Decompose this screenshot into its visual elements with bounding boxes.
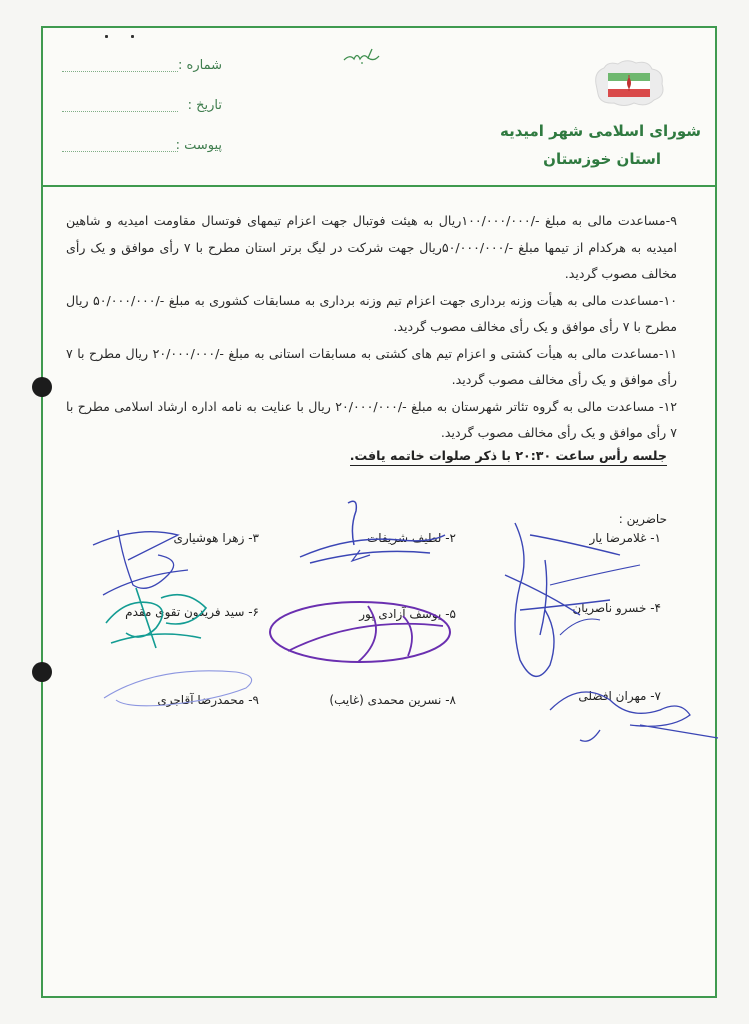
province-name: استان خوزستان: [543, 150, 661, 168]
number-row: [62, 58, 222, 78]
attachment-field: [62, 151, 178, 152]
resolution-9: ۹-مساعدت مالی به مبلغ -/۱۰۰/۰۰۰/۰۰۰ریال به هیئت فوتبال جهت اعزام تیمهای فوتسال مقاومت امیدیه و شاهین امیدیه به هرکدام از تیمها مبلغ -/۵۰/۰۰۰/۰۰۰ریال جهت شرکت در لیگ برتر استان مطرح با ۷ رأی موافق و یک رأی مخالف مصوب گردید.: [66, 213, 677, 281]
council-name: شورای اسلامی شهر امیدیه: [499, 122, 701, 140]
resolution-12: ۱۲- مساعدت مالی به گروه تئاتر شهرستان به مبلغ -/۲۰/۰۰۰/۰۰۰ ریال با عنایت به نامه اداره ارشاد اسلامی مطرح با ۷ رأی موافق و یک رأی مخالف مصوب گردید.: [66, 398, 677, 440]
signature-attendee-5: [268, 596, 458, 668]
attendee-8: ۸- نسرین محمدی (غایب): [329, 693, 456, 707]
binder-hole-bottom: [32, 662, 52, 682]
signature-attendee-2: [290, 495, 450, 570]
closing-statement: جلسه رأس ساعت ۲۰:۳۰ با ذکر صلوات خاتمه یافت.: [350, 448, 667, 466]
number-field: [62, 71, 178, 72]
header-divider: [41, 185, 717, 187]
attendee-4: ۴- خسرو ناصریان: [572, 601, 661, 615]
attendee-1: ۱- غلامرضا یار: [589, 531, 661, 545]
scan-mark: [105, 35, 108, 38]
attendee-6: ۶- سید فریدون تقوی مقدم: [125, 605, 259, 619]
attendees-label: حاضرین :: [618, 512, 667, 526]
attendee-5: ۵- یوسف آزادی پور: [359, 607, 456, 621]
resolutions-body: [66, 208, 677, 447]
bismillah-calligraphy: [342, 44, 382, 66]
attendee-3: ۳- زهرا هوشیاری: [173, 531, 259, 545]
date-row: [62, 98, 222, 118]
iran-flag-emblem-icon: [590, 58, 668, 108]
attachment-label: پیوست :: [175, 138, 222, 153]
date-field: [62, 111, 178, 112]
attachment-row: [62, 138, 222, 158]
attendee-7: ۷- مهران افضلی: [578, 689, 661, 703]
number-label: شماره :: [178, 58, 222, 73]
resolution-10: ۱۰-مساعدت مالی به هیأت وزنه برداری جهت اعزام تیم وزنه برداری به مسابقات کشوری به مبلغ -/۵۰/۰۰۰/۰۰۰ ریال مطرح با ۷ رأی موافق و یک رأی مخالف مصوب گردید.: [66, 292, 677, 334]
signature-attendee-7: [540, 670, 720, 750]
binder-hole-top: [32, 377, 52, 397]
resolution-11: ۱۱-مساعدت مالی به هیأت کشتی و اعزام تیم های کشتی به مسابقات استانی به مبلغ -/۲۰/۰۰۰/۰۰۰ ریال مطرح با ۷ رأی موافق و یک رأی مخالف مصوب گردید.: [66, 345, 677, 387]
signature-attendee-9: [96, 660, 266, 715]
date-label: تاریخ :: [187, 98, 222, 113]
attendee-2: ۲- لطیف شریفات: [367, 531, 456, 545]
signature-attendee-6: [96, 578, 216, 653]
attendee-9: ۹- محمدرضا آقاجری: [157, 693, 259, 707]
scan-mark: [131, 35, 134, 38]
